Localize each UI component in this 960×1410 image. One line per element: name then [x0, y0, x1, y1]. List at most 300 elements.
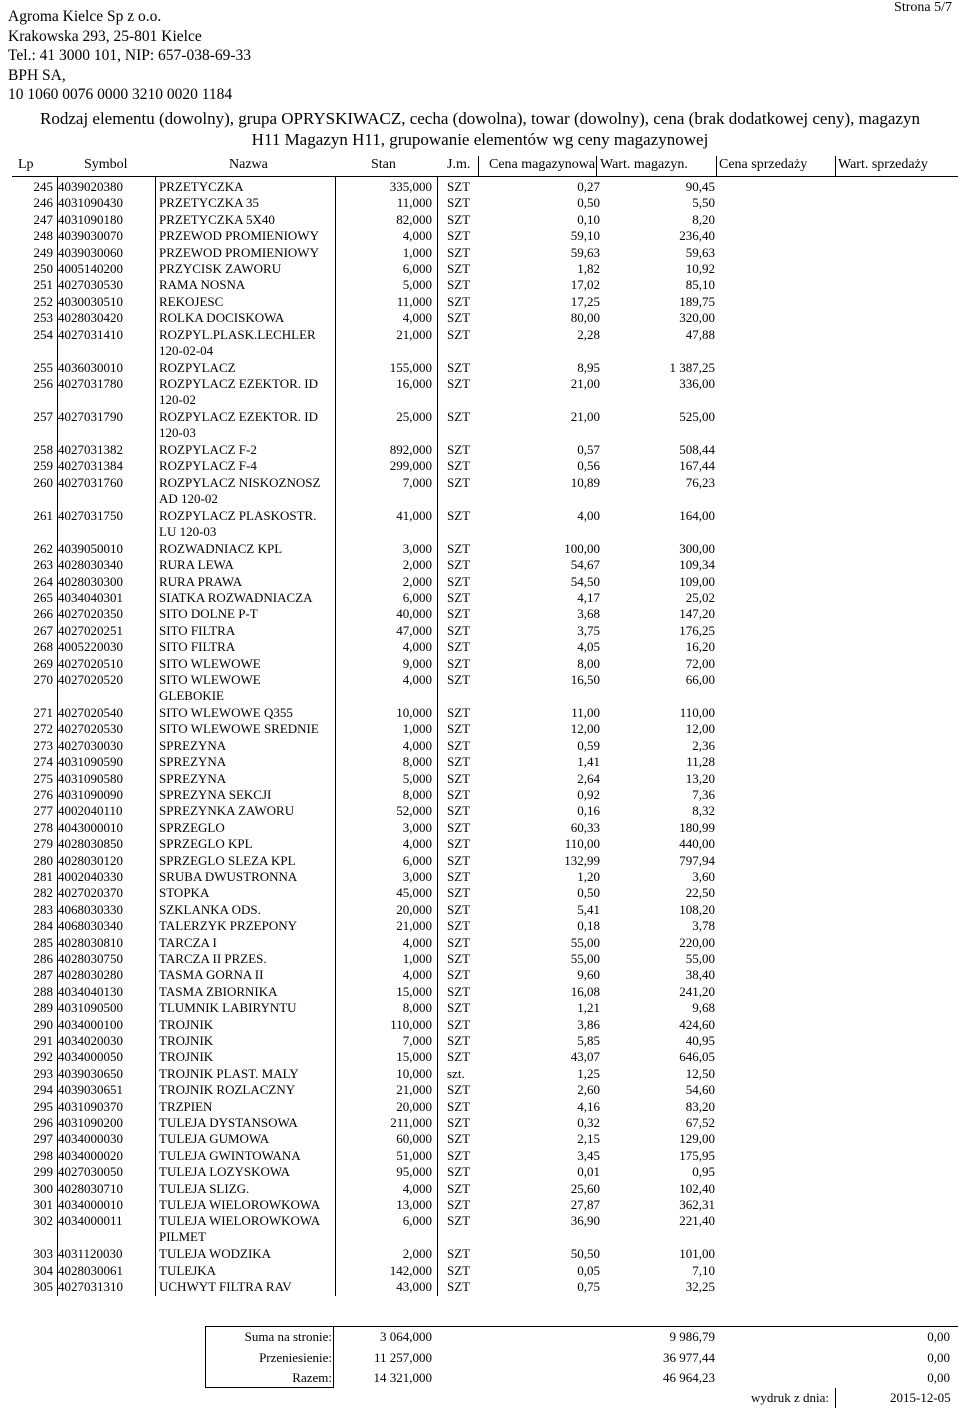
cell-lp: 287	[33, 967, 53, 983]
cell-cena-magazynowa: 0,18	[577, 918, 600, 934]
cell-symbol: 4027031382	[58, 442, 123, 457]
cell-lp: 297	[33, 1131, 53, 1147]
print-date: 2015-12-05	[890, 1390, 951, 1405]
cell-jm: SZT	[447, 458, 471, 474]
cell-wart-magazyn: 180,99	[679, 819, 715, 835]
cell-wart-magazyn: 220,00	[679, 934, 715, 950]
cell-cena-magazynowa: 1,20	[577, 869, 600, 884]
cell-stan: 51,000	[396, 1147, 432, 1163]
cell-name: STOPKA	[159, 885, 210, 901]
cell-stan: 45,000	[396, 885, 432, 901]
company-phone: Tel.: 41 3000 101, NIP: 657-038-69-33	[8, 47, 252, 64]
cell-wart-magazyn: 236,40	[679, 228, 715, 244]
cell-jm: SZT	[447, 228, 471, 244]
cell-name: SPREZYNA	[159, 754, 227, 770]
summary-sprz: 0,00	[927, 1329, 950, 1344]
summary-bottom-rule	[205, 1387, 334, 1388]
cell-stan: 6,000	[402, 852, 432, 868]
cell-cena-magazynowa: 132,99	[564, 852, 600, 868]
summary-wart: 46 964,23	[663, 1370, 715, 1385]
cell-symbol: 4034040130	[58, 983, 123, 999]
cell-lp: 261	[33, 507, 53, 523]
cell-stan: 1,000	[402, 951, 432, 966]
cell-stan: 5,000	[402, 277, 432, 293]
cell-stan: 4,000	[402, 639, 432, 655]
summary-top-rule	[205, 1326, 958, 1327]
cell-lp: 281	[33, 869, 53, 884]
cell-symbol: 4027020530	[58, 721, 123, 737]
cell-stan: 8,000	[402, 754, 432, 770]
cell-lp: 289	[33, 1000, 53, 1016]
cell-name: TULEJA SLIZG.	[159, 1180, 250, 1196]
cell-stan: 41,000	[396, 507, 432, 523]
cell-jm: SZT	[447, 819, 471, 835]
report-title-line2: H11 Magazyn H11, grupowanie elementów wg ceny magazynowej	[251, 130, 709, 149]
cell-wart-magazyn: 5,50	[692, 195, 715, 211]
cell-symbol: 4028030810	[58, 934, 123, 950]
cell-jm: SZT	[447, 244, 471, 260]
cell-symbol: 4027031310	[58, 1279, 123, 1295]
cell-wart-magazyn: 10,92	[685, 261, 715, 276]
cell-lp: 245	[33, 179, 53, 194]
cell-stan: 6,000	[402, 261, 432, 276]
cell-stan: 4,000	[402, 310, 432, 326]
cell-stan: 6,000	[402, 1213, 432, 1229]
cell-symbol: 4027031780	[58, 376, 123, 391]
cell-jm: SZT	[447, 1180, 471, 1196]
cell-name: SZKLANKA ODS.	[159, 901, 261, 917]
cell-jm: SZT	[447, 1131, 471, 1147]
cell-wart-magazyn: 7,36	[692, 787, 715, 802]
cell-cena-magazynowa: 25,60	[570, 1180, 600, 1196]
cell-name: TRZPIEN	[159, 1098, 213, 1114]
cell-name: SITO WLEWOWE Q355	[159, 705, 293, 720]
cell-stan: 16,000	[396, 376, 432, 391]
cell-wart-magazyn: 2,36	[692, 737, 715, 753]
cell-cena-magazynowa: 55,00	[570, 934, 600, 950]
cell-stan: 21,000	[396, 1082, 432, 1098]
cell-wart-magazyn: 424,60	[679, 1016, 715, 1032]
cell-cena-magazynowa: 0,59	[577, 737, 600, 753]
cell-name: TASMA ZBIORNIKA	[159, 983, 278, 999]
cell-jm: SZT	[447, 442, 471, 457]
cell-symbol: 4039030650	[58, 1065, 123, 1081]
cell-cena-magazynowa: 36,90	[570, 1213, 600, 1229]
cell-lp: 283	[33, 901, 53, 917]
cell-name: ROZPYLACZ F-2	[159, 442, 257, 457]
cell-name: SPREZYNA	[159, 770, 227, 786]
cell-name: TROJNIK	[159, 1016, 214, 1032]
cell-cena-magazynowa: 21,00	[570, 376, 600, 391]
cell-wart-magazyn: 54,60	[685, 1082, 715, 1098]
cell-name: TROJNIK ROZLACZNY	[159, 1082, 296, 1098]
cell-cena-magazynowa: 16,50	[570, 672, 600, 687]
cell-stan: 4,000	[402, 934, 432, 950]
cell-cena-magazynowa: 11,00	[571, 705, 600, 720]
cell-cena-magazynowa: 1,41	[577, 754, 600, 770]
cell-symbol: 4043000010	[58, 819, 123, 835]
cell-stan: 10,000	[396, 705, 432, 720]
summary-stan: 3 064,000	[380, 1329, 432, 1344]
cell-cena-magazynowa: 0,32	[577, 1115, 600, 1130]
cell-symbol: 4027031410	[58, 326, 123, 342]
cell-wart-magazyn: 85,10	[685, 277, 715, 293]
cell-stan: 7,000	[402, 1033, 432, 1048]
cell-lp: 303	[33, 1246, 53, 1262]
cell-wart-magazyn: 101,00	[679, 1246, 715, 1262]
cell-cena-magazynowa: 4,16	[577, 1098, 600, 1114]
cell-cena-magazynowa: 2,64	[577, 770, 600, 786]
cell-jm: SZT	[447, 672, 471, 687]
cell-stan: 4,000	[402, 228, 432, 244]
cell-symbol: 4002040110	[58, 803, 123, 819]
cell-lp: 253	[33, 310, 53, 326]
cell-symbol: 4068030340	[58, 918, 123, 934]
cell-jm: SZT	[447, 1279, 471, 1295]
summary-label: Razem:	[292, 1370, 332, 1385]
cell-symbol: 4027020370	[58, 885, 123, 901]
cell-stan: 892,000	[389, 442, 432, 457]
cell-stan: 60,000	[396, 1131, 432, 1147]
cell-cena-magazynowa: 17,25	[570, 293, 600, 309]
cell-wart-magazyn: 102,40	[679, 1180, 715, 1196]
col-stan: Stan	[371, 157, 396, 172]
cell-wart-magazyn: 175,95	[679, 1147, 715, 1163]
cell-name-continuation: GLEBOKIE	[159, 688, 224, 703]
cell-lp: 290	[33, 1016, 53, 1032]
cell-stan: 20,000	[396, 901, 432, 917]
cell-name: TROJNIK PLAST. MALY	[159, 1065, 299, 1081]
cell-jm: SZT	[447, 195, 471, 211]
cell-cena-magazynowa: 1,21	[577, 1000, 600, 1016]
cell-wart-magazyn: 110,00	[679, 705, 715, 720]
cell-stan: 13,000	[396, 1197, 432, 1212]
cell-name: SITO FILTRA	[159, 639, 236, 655]
cell-name: TARCZA I	[159, 934, 217, 950]
cell-cena-magazynowa: 0,05	[577, 1262, 600, 1278]
cell-name: RURA LEWA	[159, 557, 234, 573]
cell-jm: SZT	[447, 836, 471, 852]
col-wart-magazyn: Wart. magazyn.	[600, 157, 688, 172]
cell-name: ROZPYLACZ F-4	[159, 458, 257, 474]
cell-jm: SZT	[447, 1115, 471, 1130]
cell-jm: szt.	[447, 1065, 465, 1081]
cell-jm: SZT	[447, 885, 471, 901]
cell-wart-magazyn: 147,20	[679, 606, 715, 622]
cell-lp: 292	[33, 1049, 53, 1065]
cell-name: SITO FILTRA	[159, 622, 236, 638]
cell-stan: 9,000	[402, 655, 432, 671]
cell-stan: 2,000	[402, 1246, 432, 1262]
cell-name: TALERZYK PRZEPONY	[159, 918, 297, 934]
cell-cena-magazynowa: 60,33	[570, 819, 600, 835]
cell-wart-magazyn: 32,25	[685, 1279, 715, 1295]
cell-lp: 265	[33, 590, 53, 605]
cell-jm: SZT	[447, 852, 471, 868]
cell-stan: 11,000	[396, 293, 432, 309]
cell-wart-magazyn: 167,44	[679, 458, 715, 474]
cell-wart-magazyn: 11,28	[686, 754, 715, 770]
cell-name: ROLKA DOCISKOWA	[159, 310, 285, 326]
cell-name: RURA PRAWA	[159, 573, 243, 589]
cell-wart-magazyn: 646,05	[679, 1049, 715, 1065]
cell-name: TULEJA LOZYSKOWA	[159, 1164, 291, 1180]
cell-name: ROZPYLACZ	[159, 359, 236, 375]
cell-wart-magazyn: 129,00	[679, 1131, 715, 1147]
cell-cena-magazynowa: 54,50	[570, 573, 600, 589]
cell-cena-magazynowa: 0,01	[577, 1164, 600, 1180]
cell-name: TLUMNIK LABIRYNTU	[159, 1000, 297, 1016]
cell-name: ROZPYLACZ NISKOZNOSZ	[159, 474, 321, 490]
cell-lp: 272	[33, 721, 53, 737]
cell-jm: SZT	[447, 1262, 471, 1278]
cell-name-continuation: LU 120-03	[159, 523, 217, 539]
cell-name-continuation: PILMET	[159, 1229, 206, 1245]
cell-stan: 4,000	[402, 836, 432, 852]
cell-cena-magazynowa: 0,57	[577, 442, 600, 457]
cell-stan: 5,000	[402, 770, 432, 786]
summary-label-rule	[333, 1326, 334, 1387]
cell-symbol: 4039030651	[58, 1082, 123, 1098]
cell-lp: 305	[33, 1279, 53, 1295]
cell-name: ROZPYLACZ EZEKTOR. ID	[159, 376, 319, 391]
cell-symbol: 4031090580	[58, 770, 123, 786]
cell-jm: SZT	[447, 967, 471, 983]
cell-cena-magazynowa: 80,00	[570, 310, 600, 326]
cell-stan: 82,000	[396, 211, 432, 227]
cell-symbol: 4034000050	[58, 1049, 123, 1065]
cell-wart-magazyn: 8,32	[692, 803, 715, 819]
cell-symbol: 4002040330	[58, 869, 123, 884]
cell-jm: SZT	[447, 705, 471, 720]
cell-name-continuation: 120-02-04	[159, 342, 214, 358]
cell-stan: 15,000	[396, 1049, 432, 1065]
cell-name: SITO WLEWOWE	[159, 672, 261, 687]
cell-name: SIATKA ROZWADNIACZA	[159, 590, 313, 605]
cell-cena-magazynowa: 3,86	[577, 1016, 600, 1032]
cell-jm: SZT	[447, 573, 471, 589]
cell-stan: 7,000	[402, 474, 432, 490]
cell-cena-magazynowa: 43,07	[570, 1049, 600, 1065]
cell-symbol: 4028030420	[58, 310, 123, 326]
cell-name: SPREZYNA	[159, 737, 227, 753]
cell-name: PRZEWOD PROMIENIOWY	[159, 244, 319, 260]
cell-jm: SZT	[447, 540, 471, 556]
cell-wart-magazyn: 22,50	[685, 885, 715, 901]
cell-symbol: 4028030750	[58, 951, 123, 966]
cell-wart-magazyn: 12,00	[685, 721, 715, 737]
cell-lp: 299	[33, 1164, 53, 1180]
cell-lp: 293	[33, 1065, 53, 1081]
cell-jm: SZT	[447, 622, 471, 638]
cell-jm: SZT	[447, 655, 471, 671]
cell-wart-magazyn: 0,95	[692, 1164, 715, 1180]
cell-lp: 268	[33, 639, 53, 655]
cell-stan: 95,000	[396, 1164, 432, 1180]
cell-cena-magazynowa: 5,41	[577, 901, 600, 917]
cell-wart-magazyn: 3,78	[692, 918, 715, 934]
cell-lp: 280	[33, 852, 53, 868]
cell-symbol: 4034020030	[58, 1033, 123, 1048]
cell-stan: 25,000	[396, 409, 432, 424]
cell-cena-magazynowa: 27,87	[570, 1197, 600, 1212]
cell-wart-magazyn: 8,20	[692, 211, 715, 227]
cell-lp: 266	[33, 606, 53, 622]
cell-stan: 11,000	[396, 195, 432, 211]
cell-jm: SZT	[447, 1000, 471, 1016]
cell-wart-magazyn: 1 387,25	[669, 359, 715, 375]
cell-jm: SZT	[447, 606, 471, 622]
cell-jm: SZT	[447, 326, 471, 342]
cell-cena-magazynowa: 5,85	[577, 1033, 600, 1048]
cell-wart-magazyn: 440,00	[679, 836, 715, 852]
cell-symbol: 4031090370	[58, 1098, 123, 1114]
cell-lp: 282	[33, 885, 53, 901]
cell-lp: 264	[33, 573, 53, 589]
cell-cena-magazynowa: 1,82	[577, 261, 600, 276]
cell-jm: SZT	[447, 1033, 471, 1048]
cell-symbol: 4039030070	[58, 228, 123, 244]
cell-jm: SZT	[447, 1082, 471, 1098]
cell-wart-magazyn: 336,00	[679, 376, 715, 391]
cell-wart-magazyn: 164,00	[679, 507, 715, 523]
cell-jm: SZT	[447, 1246, 471, 1262]
cell-name: ROZPYLACZ PLASKOSTR.	[159, 507, 317, 523]
cell-wart-magazyn: 76,23	[685, 474, 715, 490]
cell-lp: 295	[33, 1098, 53, 1114]
cell-lp: 248	[33, 228, 53, 244]
cell-lp: 246	[33, 195, 53, 211]
cell-lp: 275	[33, 770, 53, 786]
cell-jm: SZT	[447, 590, 471, 605]
cell-wart-magazyn: 13,20	[685, 770, 715, 786]
cell-lp: 252	[33, 293, 53, 309]
cell-cena-magazynowa: 0,50	[577, 195, 600, 211]
cell-name: PRZYCISK ZAWORU	[159, 261, 282, 276]
cell-symbol: 4068030330	[58, 901, 123, 917]
col-jm: J.m.	[447, 157, 471, 172]
cell-symbol: 4034000100	[58, 1016, 123, 1032]
cell-symbol: 4034000030	[58, 1131, 123, 1147]
cell-name: SPRZEGLO	[159, 819, 225, 835]
cell-lp: 278	[33, 819, 53, 835]
cell-cena-magazynowa: 12,00	[570, 721, 600, 737]
cell-stan: 1,000	[402, 721, 432, 737]
cell-symbol: 4027031750	[58, 507, 123, 523]
cell-lp: 298	[33, 1147, 53, 1163]
cell-jm: SZT	[447, 1016, 471, 1032]
cell-symbol: 4027020510	[58, 655, 123, 671]
cell-symbol: 4027030050	[58, 1164, 123, 1180]
cell-jm: SZT	[447, 639, 471, 655]
cell-symbol: 4027030030	[58, 737, 123, 753]
cell-jm: SZT	[447, 179, 471, 194]
cell-lp: 251	[33, 277, 53, 293]
cell-wart-magazyn: 797,94	[679, 852, 715, 868]
company-name: Agroma Kielce Sp z o.o.	[8, 8, 162, 25]
cell-wart-magazyn: 40,95	[685, 1033, 715, 1048]
cell-lp: 300	[33, 1180, 53, 1196]
cell-jm: SZT	[447, 1197, 471, 1212]
cell-stan: 1,000	[402, 244, 432, 260]
cell-wart-magazyn: 109,34	[679, 557, 715, 573]
cell-wart-magazyn: 9,68	[692, 1000, 715, 1016]
cell-lp: 273	[33, 737, 53, 753]
cell-stan: 21,000	[396, 326, 432, 342]
cell-symbol: 4005220030	[58, 639, 123, 655]
cell-cena-magazynowa: 59,63	[570, 244, 600, 260]
cell-symbol: 4027031790	[58, 409, 123, 424]
cell-wart-magazyn: 66,00	[685, 672, 715, 687]
cell-cena-magazynowa: 21,00	[570, 409, 600, 424]
cell-lp: 291	[33, 1033, 53, 1048]
column-divider	[335, 177, 336, 1296]
cell-cena-magazynowa: 0,56	[577, 458, 600, 474]
cell-name: TROJNIK	[159, 1033, 214, 1048]
cell-symbol: 4027020350	[58, 606, 123, 622]
cell-symbol: 4005140200	[58, 261, 123, 276]
cell-cena-magazynowa: 4,00	[577, 507, 600, 523]
cell-jm: SZT	[447, 901, 471, 917]
column-divider	[437, 177, 438, 1296]
cell-lp: 254	[33, 326, 53, 342]
cell-cena-magazynowa: 3,75	[577, 622, 600, 638]
cell-symbol: 4027020540	[58, 705, 123, 720]
cell-stan: 155,000	[389, 359, 432, 375]
cell-lp: 256	[33, 376, 53, 391]
cell-name: SITO DOLNE P-T	[159, 606, 258, 622]
cell-lp: 284	[33, 918, 53, 934]
cell-jm: SZT	[447, 507, 471, 523]
company-account: 10 1060 0076 0000 3210 0020 1184	[8, 86, 233, 103]
company-address: Krakowska 293, 25-801 Kielce	[8, 27, 202, 45]
cell-symbol: 4031120030	[58, 1246, 123, 1262]
cell-jm: SZT	[447, 557, 471, 573]
cell-stan: 142,000	[389, 1262, 432, 1278]
cell-lp: 262	[33, 540, 53, 556]
cell-stan: 8,000	[402, 787, 432, 802]
cell-symbol: 4030030510	[58, 293, 123, 309]
cell-jm: SZT	[447, 737, 471, 753]
cell-stan: 8,000	[402, 1000, 432, 1016]
cell-jm: SZT	[447, 409, 471, 424]
cell-jm: SZT	[447, 310, 471, 326]
cell-symbol: 4031090430	[58, 195, 123, 211]
cell-wart-magazyn: 12,50	[685, 1065, 715, 1081]
cell-wart-magazyn: 241,20	[679, 983, 715, 999]
cell-cena-magazynowa: 9,60	[577, 967, 600, 983]
cell-wart-magazyn: 83,20	[685, 1098, 715, 1114]
cell-wart-magazyn: 38,40	[685, 967, 715, 983]
summary-wart: 36 977,44	[663, 1350, 715, 1365]
cell-stan: 2,000	[402, 573, 432, 589]
cell-jm: SZT	[447, 277, 471, 293]
cell-jm: SZT	[447, 359, 471, 375]
cell-jm: SZT	[447, 293, 471, 309]
cell-jm: SZT	[447, 1164, 471, 1180]
cell-lp: 271	[33, 705, 53, 720]
cell-cena-magazynowa: 4,17	[577, 590, 600, 605]
cell-symbol: 4028030340	[58, 557, 123, 573]
cell-name: ROZPYL.PLASK.LECHLER	[159, 326, 316, 342]
cell-name: SRUBA DWUSTRONNA	[159, 869, 298, 884]
cell-cena-magazynowa: 2,60	[577, 1082, 600, 1098]
cell-wart-magazyn: 3,60	[692, 869, 715, 884]
cell-name: ROZPYLACZ EZEKTOR. ID	[159, 409, 319, 424]
cell-name: PRZEWOD PROMIENIOWY	[159, 228, 319, 244]
cell-name: SPREZYNA SEKCJI	[159, 787, 272, 802]
cell-symbol: 4031090200	[58, 1115, 123, 1130]
